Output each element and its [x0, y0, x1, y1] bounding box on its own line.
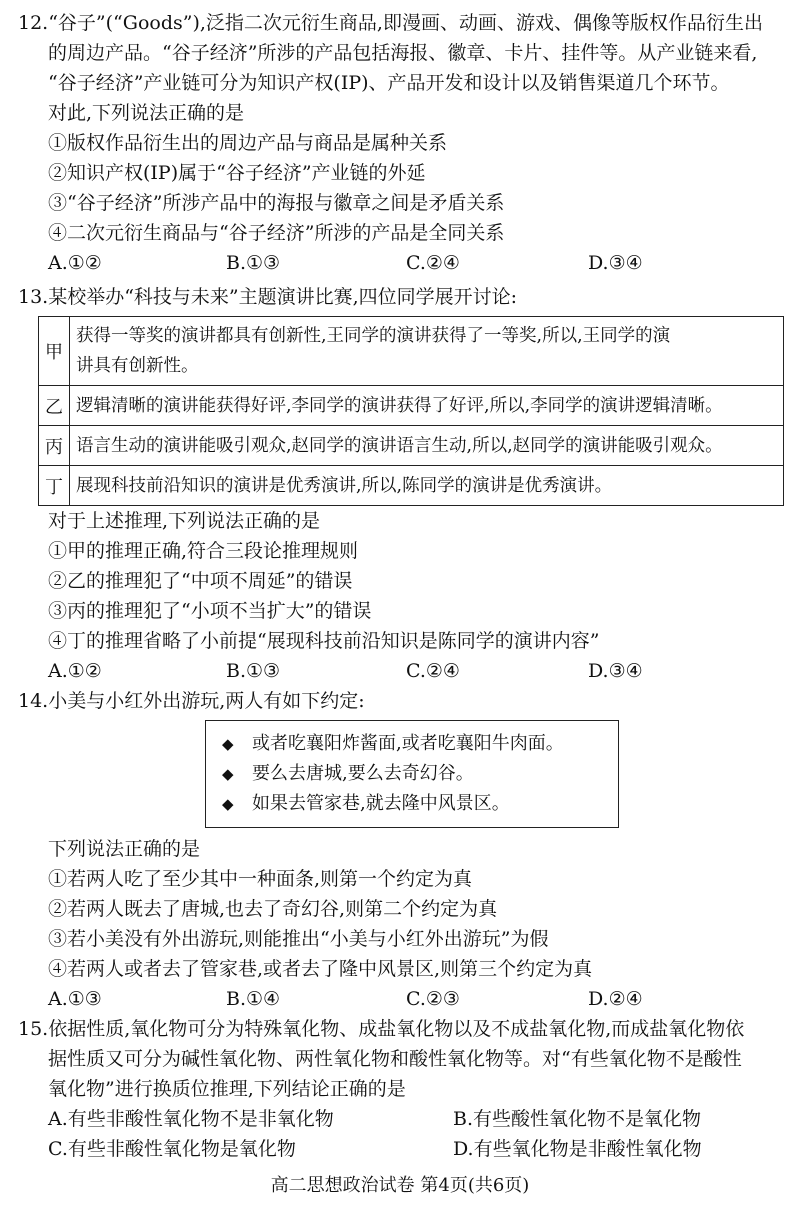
- q12-option-a: A.①②: [48, 252, 102, 274]
- row-text: 语言生动的演讲能吸引观众,赵同学的演讲语言生动,所以,赵同学的演讲能吸引观众。: [70, 426, 784, 466]
- q12-statement: ③“谷子经济”所涉产品中的海报与徽章之间是矛盾关系: [48, 192, 505, 214]
- q13-table: [38, 316, 784, 506]
- q13-line: 对于上述推理,下列说法正确的是: [48, 510, 321, 532]
- q14-option-d: D.②④: [588, 988, 643, 1010]
- q14-options: [18, 984, 788, 1014]
- q12-option-d: D.③④: [588, 252, 643, 274]
- agreement-item: [206, 789, 618, 819]
- q14-stem: 14.小美与小红外出游玩,两人有如下约定:: [18, 690, 365, 712]
- q14-line: 下列说法正确的是: [48, 838, 201, 860]
- row-label: 乙: [39, 386, 70, 426]
- table-row: [39, 386, 784, 426]
- q13-statement: ③丙的推理犯了“小项不当扩大”的错误: [48, 600, 372, 622]
- page-footer: 高二思想政治试卷 第4页(共6页): [270, 1175, 530, 1196]
- q15-option-a: A.有些非酸性氧化物不是非氧化物: [48, 1108, 334, 1130]
- question-15: [18, 1014, 788, 1164]
- question-13-body: [18, 506, 788, 686]
- q14-agreement-box: [205, 720, 619, 828]
- q13-option-d: D.③④: [588, 660, 643, 682]
- agreement-text: 或者吃襄阳炸酱面,或者吃襄阳牛肉面。: [252, 733, 564, 754]
- q12-option-c: C.②④: [406, 252, 460, 274]
- diamond-bullet-icon: ◆: [222, 795, 234, 813]
- q12-statement: ①版权作品衍生出的周边产品与商品是属种关系: [48, 132, 448, 154]
- agreement-item: [206, 759, 618, 789]
- question-14: [18, 686, 788, 716]
- q13-statement: ④丁的推理省略了小前提“展现科技前沿知识是陈同学的演讲内容”: [48, 630, 600, 652]
- q14-statement: ②若两人既去了唐城,也去了奇幻谷,则第二个约定为真: [48, 898, 498, 920]
- row-text-line: 讲具有创新性。: [76, 356, 199, 376]
- row-text: [70, 317, 784, 386]
- q15-options-row: [18, 1104, 788, 1134]
- table-row: [39, 466, 784, 506]
- row-text: 展现科技前沿知识的演讲是优秀演讲,所以,陈同学的演讲是优秀演讲。: [70, 466, 784, 506]
- q12-statement: ②知识产权(IP)属于“谷子经济”产业链的外延: [48, 162, 426, 184]
- q14-statement: ③若小美没有外出游玩,则能推出“小美与小红外出游玩”为假: [48, 928, 549, 950]
- q13-options: [18, 656, 788, 686]
- q15-line: 据性质又可分为碱性氧化物、两性氧化物和酸性氧化物等。对“有些氧化物不是酸性: [48, 1048, 742, 1070]
- q15-line: 氧化物”进行换质位推理,下列结论正确的是: [48, 1078, 406, 1100]
- q15-option-c: C.有些非酸性氧化物是氧化物: [48, 1138, 296, 1160]
- table-row: [39, 317, 784, 386]
- agreement-text: 如果去管家巷,就去隆中风景区。: [252, 793, 510, 814]
- q12-line: 12.“谷子”(“Goods”),泛指二次元衍生商品,即漫画、动画、游戏、偶像等版权作品衍生出: [18, 12, 763, 34]
- row-label: 甲: [39, 317, 70, 386]
- q12-statement: ④二次元衍生商品与“谷子经济”所涉的产品是全同关系: [48, 222, 505, 244]
- q14-option-b: B.①④: [226, 988, 281, 1010]
- row-text-line: 获得一等奖的演讲都具有创新性,王同学的演讲获得了一等奖,所以,王同学的演: [76, 326, 671, 346]
- q12-line: 的周边产品。“谷子经济”所涉的产品包括海报、徽章、卡片、挂件等。从产业链来看,: [48, 42, 758, 64]
- table-row: [39, 426, 784, 466]
- q14-statement: ①若两人吃了至少其中一种面条,则第一个约定为真: [48, 868, 473, 890]
- q13-option-c: C.②④: [406, 660, 460, 682]
- diamond-bullet-icon: ◆: [222, 735, 234, 753]
- q14-option-a: A.①③: [48, 988, 102, 1010]
- row-label: 丁: [39, 466, 70, 506]
- question-13: [18, 282, 788, 312]
- q14-option-c: C.②③: [406, 988, 460, 1010]
- q15-options-row: [18, 1134, 788, 1164]
- q14-statement: ④若两人或者去了管家巷,或者去了隆中风景区,则第三个约定为真: [48, 958, 593, 980]
- q13-statement: ②乙的推理犯了“中项不周延”的错误: [48, 570, 353, 592]
- q12-line: “谷子经济”产业链可分为知识产权(IP)、产品开发和设计以及销售渠道几个环节。: [48, 72, 730, 94]
- diamond-bullet-icon: ◆: [222, 765, 234, 783]
- agreement-text: 要么去唐城,要么去奇幻谷。: [252, 763, 474, 784]
- q13-stem: 13.某校举办“科技与未来”主题演讲比赛,四位同学展开讨论:: [18, 286, 518, 308]
- q12-options: [18, 248, 788, 278]
- q13-statement: ①甲的推理正确,符合三段论推理规则: [48, 540, 359, 562]
- row-text: 逻辑清晰的演讲能获得好评,李同学的演讲获得了好评,所以,李同学的演讲逻辑清晰。: [70, 386, 784, 426]
- agreement-item: [206, 729, 618, 759]
- q15-option-d: D.有些氧化物是非酸性氧化物: [453, 1138, 702, 1160]
- q12-option-b: B.①③: [226, 252, 281, 274]
- q12-line: 对此,下列说法正确的是: [48, 102, 245, 124]
- row-label: 丙: [39, 426, 70, 466]
- q15-option-b: B.有些酸性氧化物不是氧化物: [453, 1108, 702, 1130]
- question-14-body: [18, 834, 788, 1014]
- q15-line: 15.依据性质,氧化物可分为特殊氧化物、成盐氧化物以及不成盐氧化物,而成盐氧化物依: [18, 1018, 745, 1040]
- question-12: [18, 8, 788, 278]
- q13-option-a: A.①②: [48, 660, 102, 682]
- q13-option-b: B.①③: [226, 660, 281, 682]
